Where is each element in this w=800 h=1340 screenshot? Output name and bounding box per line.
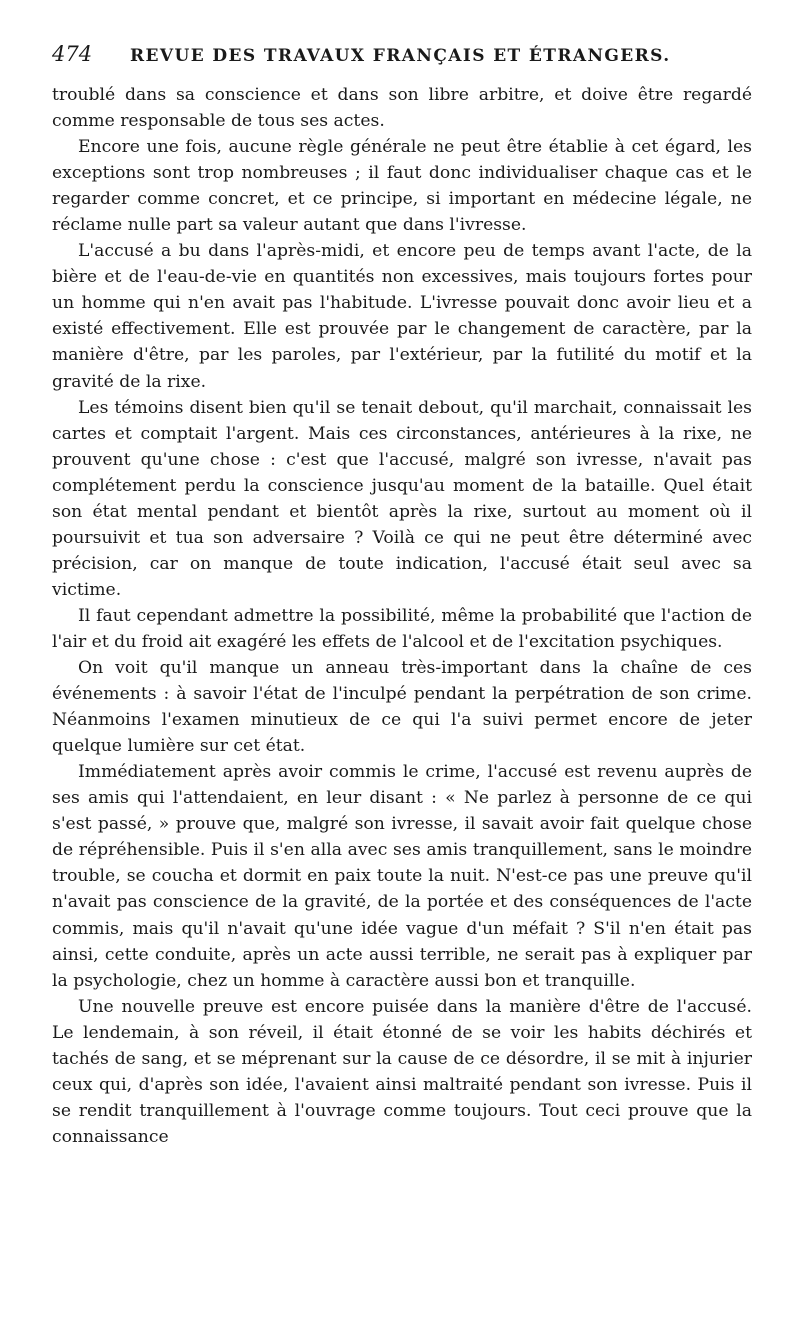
- paragraph: On voit qu'il manque un anneau très-important dans la chaîne de ces événements : à savoir l'état de l'inculpé pendant la perpétration de son crime. Néanmoins l'examen minutieux de ce qui l'a suivi permet encore de jeter quelque lumière sur cet état.: [52, 658, 752, 757]
- running-title: REVUE DES TRAVAUX FRANÇAIS ET ÉTRANGERS.: [130, 46, 671, 66]
- page-number: 474: [52, 42, 93, 66]
- document-page: [52, 42, 752, 1150]
- paragraph: Les témoins disent bien qu'il se tenait debout, qu'il marchait, connaissait les cartes et comptait l'argent. Mais ces circonstances, antérieures à la rixe, ne prouvent qu'une chose : c'est que l'accusé, malgré son ivresse, n'avait pas complétement perdu la conscience jusqu'au moment de la bataille. Quel était son état mental pendant et bientôt après la rixe, surtout au moment où il poursuivit et tua son adversaire ? Voilà ce qui ne peut être déterminé avec précision, car on manque de toute indication, l'accusé était seul avec sa victime.: [52, 397, 752, 600]
- running-header: [52, 42, 752, 72]
- paragraph: Immédiatement après avoir commis le crime, l'accusé est revenu auprès de ses amis qui l'attendaient, en leur disant : « Ne parlez à personne de ce qui s'est passé, » prouve que, malgré son ivresse, il savait avoir fait quelque chose de répréhensible. Puis il s'en alla avec ses amis tranquillement, sans le moindre trouble, se coucha et dormit en paix toute la nuit. N'est-ce pas une preuve qu'il n'avait pas conscience de la gravité, de la portée et des conséquences de l'acte commis, mais qu'il n'avait qu'une idée vague d'un méfait ? S'il n'en était pas ainsi, cette conduite, après un acte aussi terrible, ne serait pas à expliquer par la psychologie, chez un homme à caractère aussi bon et tranquille.: [52, 762, 752, 991]
- paragraph-continuation: troublé dans sa conscience et dans son libre arbitre, et doive être regardé comme responsable de tous ses actes.: [52, 85, 752, 132]
- body-text: [52, 82, 752, 1150]
- paragraph: Une nouvelle preuve est encore puisée dans la manière d'être de l'accusé. Le lendemain, à son réveil, il était étonné de se voir les habits déchirés et tachés de sang, et se méprenant sur la cause de ce désordre, il se mit à injurier ceux qui, d'après son idée, l'avaient ainsi maltraité pendant son ivresse. Puis il se rendit tranquillement à l'ouvrage comme toujours. Tout ceci prouve que la connaissance: [52, 996, 752, 1147]
- paragraph: Encore une fois, aucune règle générale ne peut être établie à cet égard, les exceptions sont trop nombreuses ; il faut donc individualiser chaque cas et le regarder comme concret, et ce principe, si important en médecine légale, ne réclame nulle part sa valeur autant que dans l'ivresse.: [52, 137, 752, 236]
- paragraph: L'accusé a bu dans l'après-midi, et encore peu de temps avant l'acte, de la bière et de l'eau-de-vie en quantités non excessives, mais toujours fortes pour un homme qui n'en avait pas l'habitude. L'ivresse pouvait donc avoir lieu et a existé effectivement. Elle est prouvée par le changement de caractère, par la manière d'être, par les paroles, par l'extérieur, par la futilité du motif et la gravité de la rixe.: [52, 241, 752, 392]
- paragraph: Il faut cependant admettre la possibilité, même la probabilité que l'action de l'air et du froid ait exagéré les effets de l'alcool et de l'excitation psychiques.: [52, 605, 752, 652]
